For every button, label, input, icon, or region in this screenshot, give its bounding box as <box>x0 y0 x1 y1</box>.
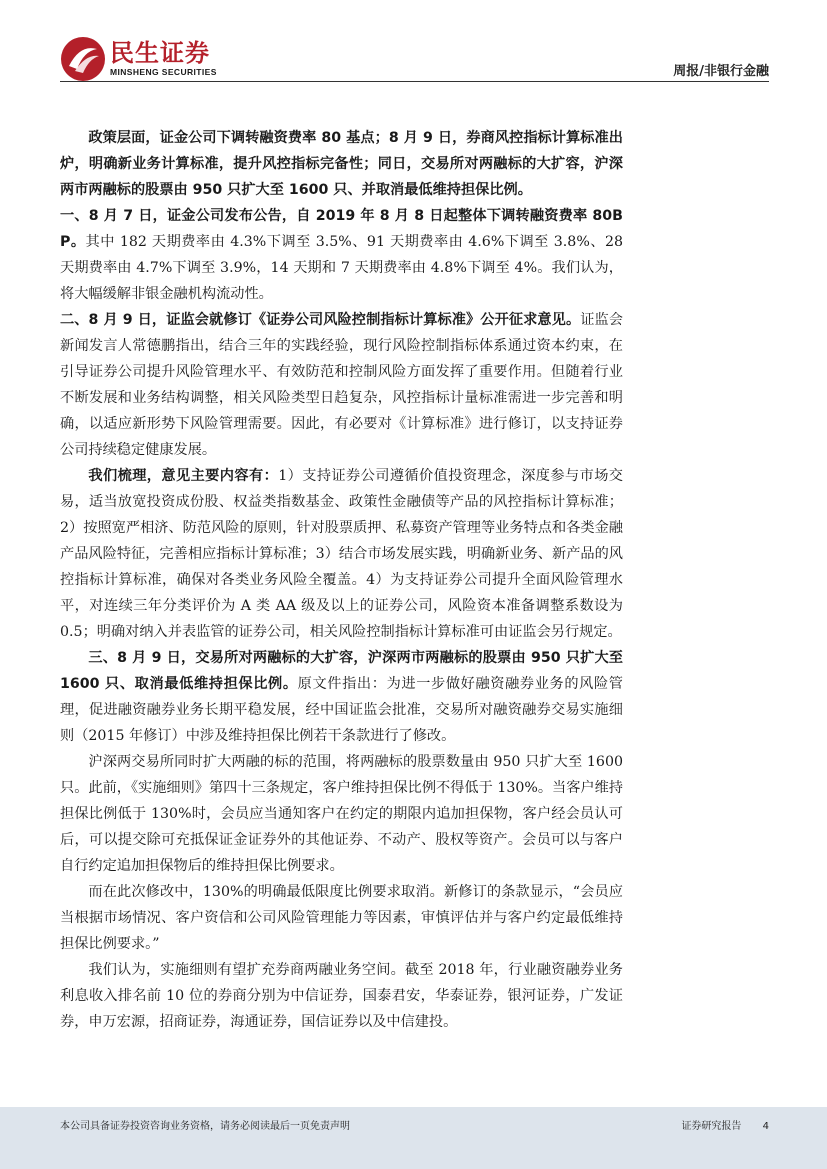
text-refinancing-rate: 其中 182 天期费率由 4.3%下调至 3.5%、91 天期费率由 4.6%下调至 3.8%、28 天期费率由 4.7%下调至 3.9%，14 天期和 7 天期费率由 4.8%下调至 4%。我们认为，将大幅缓解非银金融机构流动性。 <box>60 234 623 302</box>
paragraph-refinancing-rate <box>60 203 623 307</box>
paragraph-policy-summary: 政策层面，证金公司下调转融资费率 80 基点；8 月 9 日，券商风控指标计算标准出炉，明确新业务计算标准，提升风控指标完备性；同日，交易所对两融标的大扩容，沪深两市两融标的股票由 950 只扩大至 1600 只、并取消最低维持担保比例。 <box>60 130 623 198</box>
report-section-title: 周报/非银行金融 <box>673 64 769 79</box>
text-risk-control-standard: 证监会新闻发言人常德鹏指出，结合三年的实践经验，现行风险控制指标体系通过资本约束，在引导证券公司提升风险管理水平、有效防范和控制风险方面发挥了重要作用。但随着行业不断发展和业务结构调整，相关风险类型日趋复杂，风控指标计量标准需进一步完善和明确，以适应新形势下风险管理需要。因此，有必要对《计算标准》进行修订，以支持证券公司持续稳定健康发展。 <box>60 312 623 458</box>
logo-english-name: MINSHENG SECURITIES <box>110 67 217 77</box>
header-divider <box>60 81 769 82</box>
minsheng-logo-icon <box>60 36 106 82</box>
page-number: 4 <box>762 1121 769 1132</box>
footer-info <box>663 1117 769 1132</box>
paragraph-conclusion: 我们认为，实施细则有望扩充券商两融业务空间。截至 2018 年，行业融资融券业务利息收入排名前 10 位的券商分别为中信证券，国泰君安，华泰证券，银河证券，广发证券，申万宏源，招商证券，海通证券，国信证券以及中信建投。 <box>60 962 623 1030</box>
heading-margin-expansion: 三、8 月 9 日，交易所对两融标的大扩容，沪深两市两融标的股票由 950 只扩大至 1600 只、取消最低维持担保比例。 <box>60 650 623 692</box>
footer-report-type: 证券研究报告 <box>681 1121 742 1132</box>
paragraph-margin-expansion <box>60 645 623 749</box>
paragraph-risk-control-standard <box>60 307 623 463</box>
company-logo <box>60 36 217 82</box>
heading-main-contents: 我们梳理，意见主要内容有： <box>88 468 279 484</box>
page-footer <box>0 1107 827 1169</box>
paragraph-main-contents <box>60 463 623 645</box>
paragraph-exchange-scope: 沪深两交易所同时扩大两融的标的范围，将两融标的股票数量由 950 只扩大至 1600 只。此前，《实施细则》第四十三条规定，客户维持担保比例不得低于 130%。当客户维持担保比例低于 130%时，会员应当通知客户在约定的期限内追加担保物，客户经会员认可后，可以提交除可充抵保证金证券外的其他证券、不动产、股权等资产。会员可以与客户自行约定追加担保物后的维持担保比例要求。 <box>60 754 623 874</box>
page-header <box>0 0 827 88</box>
report-body <box>60 125 623 1035</box>
logo-chinese-name: 民生证券 <box>110 39 210 67</box>
heading-refinancing-rate: 一、8 月 7 日，证金公司发布公告，自 2019 年 8 月 8 日起整体下调转融资费率 80BP。 <box>60 208 623 250</box>
paragraph-ratio-removal: 而在此次修改中，130%的明确最低限度比例要求取消。新修订的条款显示，“会员应当根据市场情况、客户资信和公司风险管理能力等因素，审慎评估并与客户约定最低维持担保比例要求。” <box>60 884 623 952</box>
heading-risk-control-standard: 二、8 月 9 日，证监会就修订《证券公司风险控制指标计算标准》公开征求意见。 <box>60 312 581 328</box>
text-main-contents: 1）支持证券公司遵循价值投资理念，深度参与市场交易，适当放宽投资成份股、权益类指数基金、政策性金融债等产品的风控指标计算标准；2）按照宽严相济、防范风险的原则，针对股票质押、私募资产管理等业务特点和各类金融产品风险特征，完善相应指标计算标准；3）结合市场发展实践，明确新业务、新产品的风控指标计算标准，确保对各类业务风险全覆盖。4）为支持证券公司提升全面风险管理水平，对连续三年分类评价为 A 类 AA 级及以上的证券公司，风险资本准备调整系数设为 0.5；明确对纳入并表监管的证券公司，相关风险控制指标计算标准可由证监会另行规定。 <box>60 468 623 640</box>
footer-disclaimer: 本公司具备证券投资咨询业务资格，请务必阅读最后一页免责声明 <box>60 1121 350 1132</box>
text-margin-expansion: 原文件指出：为进一步做好融资融券业务的风险管理，促进融资融券业务长期平稳发展，经中国证监会批准，交易所对融资融券交易实施细则（2015 年修订）中涉及维持担保比例若干条款进行了修改。 <box>60 676 623 744</box>
